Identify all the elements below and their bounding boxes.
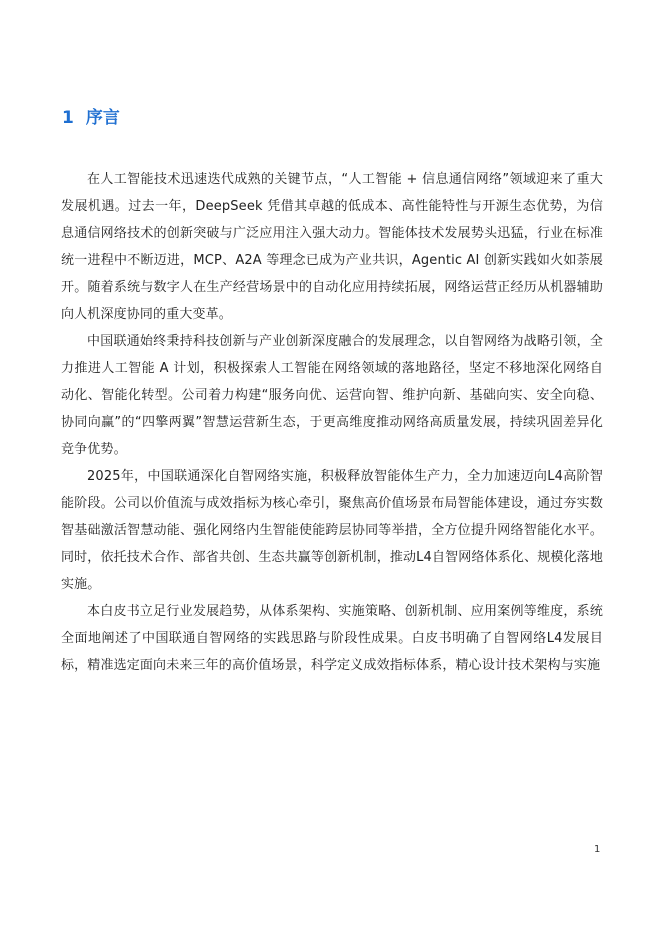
paragraph-1: 在人工智能技术迅速迭代成熟的关键节点，“人工智能 + 信息通信网络”领域迎来了重大发展机遇。过去一年，DeepSeek 凭借其卓越的低成本、高性能特性与开源生态优势，为信息通信网络技术的创新突破与广泛应用注入强大动力。智能体技术发展势头迅猛，行业在标准统一进程中不断迈进，MCP、A2A 等理念已成为产业共识，Agentic AI 创新实践如火如荼展开。随着系统与数字人在生产经营场景中的自动化应用持续拓展，网络运营正经历从机器辅助向人机深度协同的重大变革。 bbox=[61, 172, 603, 322]
paragraph-3: 2025年，中国联通深化自智网络实施，积极释放智能体生产力，全力加速迈向L4高阶智能阶段。公司以价值流与成效指标为核心牵引，聚焦高价值场景布局智能体建设，通过夯实数智基础激活智慧动能、强化网络内生智能使能跨层协同等举措，全方位提升网络智能化水平。同时，依托技术合作、部省共创、生态共赢等创新机制，推动L4自智网络体系化、规模化落地实施。 bbox=[61, 469, 603, 592]
paragraph-2: 中国联通始终秉持科技创新与产业创新深度融合的发展理念，以自智网络为战略引领，全力推进人工智能 A 计划，积极探索人工智能在网络领域的落地路径，坚定不移地深化网络自动化、智能化转型。公司着力构建“服务向优、运营向智、维护向新、基础向实、安全向稳、协同向赢”的“四擎两翼”智慧运营新生态，于更高维度推动网络高质量发展，持续巩固差异化竞争优势。 bbox=[61, 334, 603, 457]
section-number: 1 bbox=[62, 108, 74, 128]
body-text bbox=[61, 166, 603, 679]
section-heading bbox=[62, 106, 120, 130]
paragraph-4: 本白皮书立足行业发展趋势，从体系架构、实施策略、创新机制、应用案例等维度，系统全面地阐述了中国联通自智网络的实践思路与阶段性成果。白皮书明确了自智网络L4发展目标，精准选定面向未来三年的高价值场景，科学定义成效指标体系，精心设计技术架构与实施 bbox=[61, 604, 603, 673]
section-title: 序言 bbox=[85, 108, 120, 128]
page-number: 1 bbox=[594, 844, 601, 855]
